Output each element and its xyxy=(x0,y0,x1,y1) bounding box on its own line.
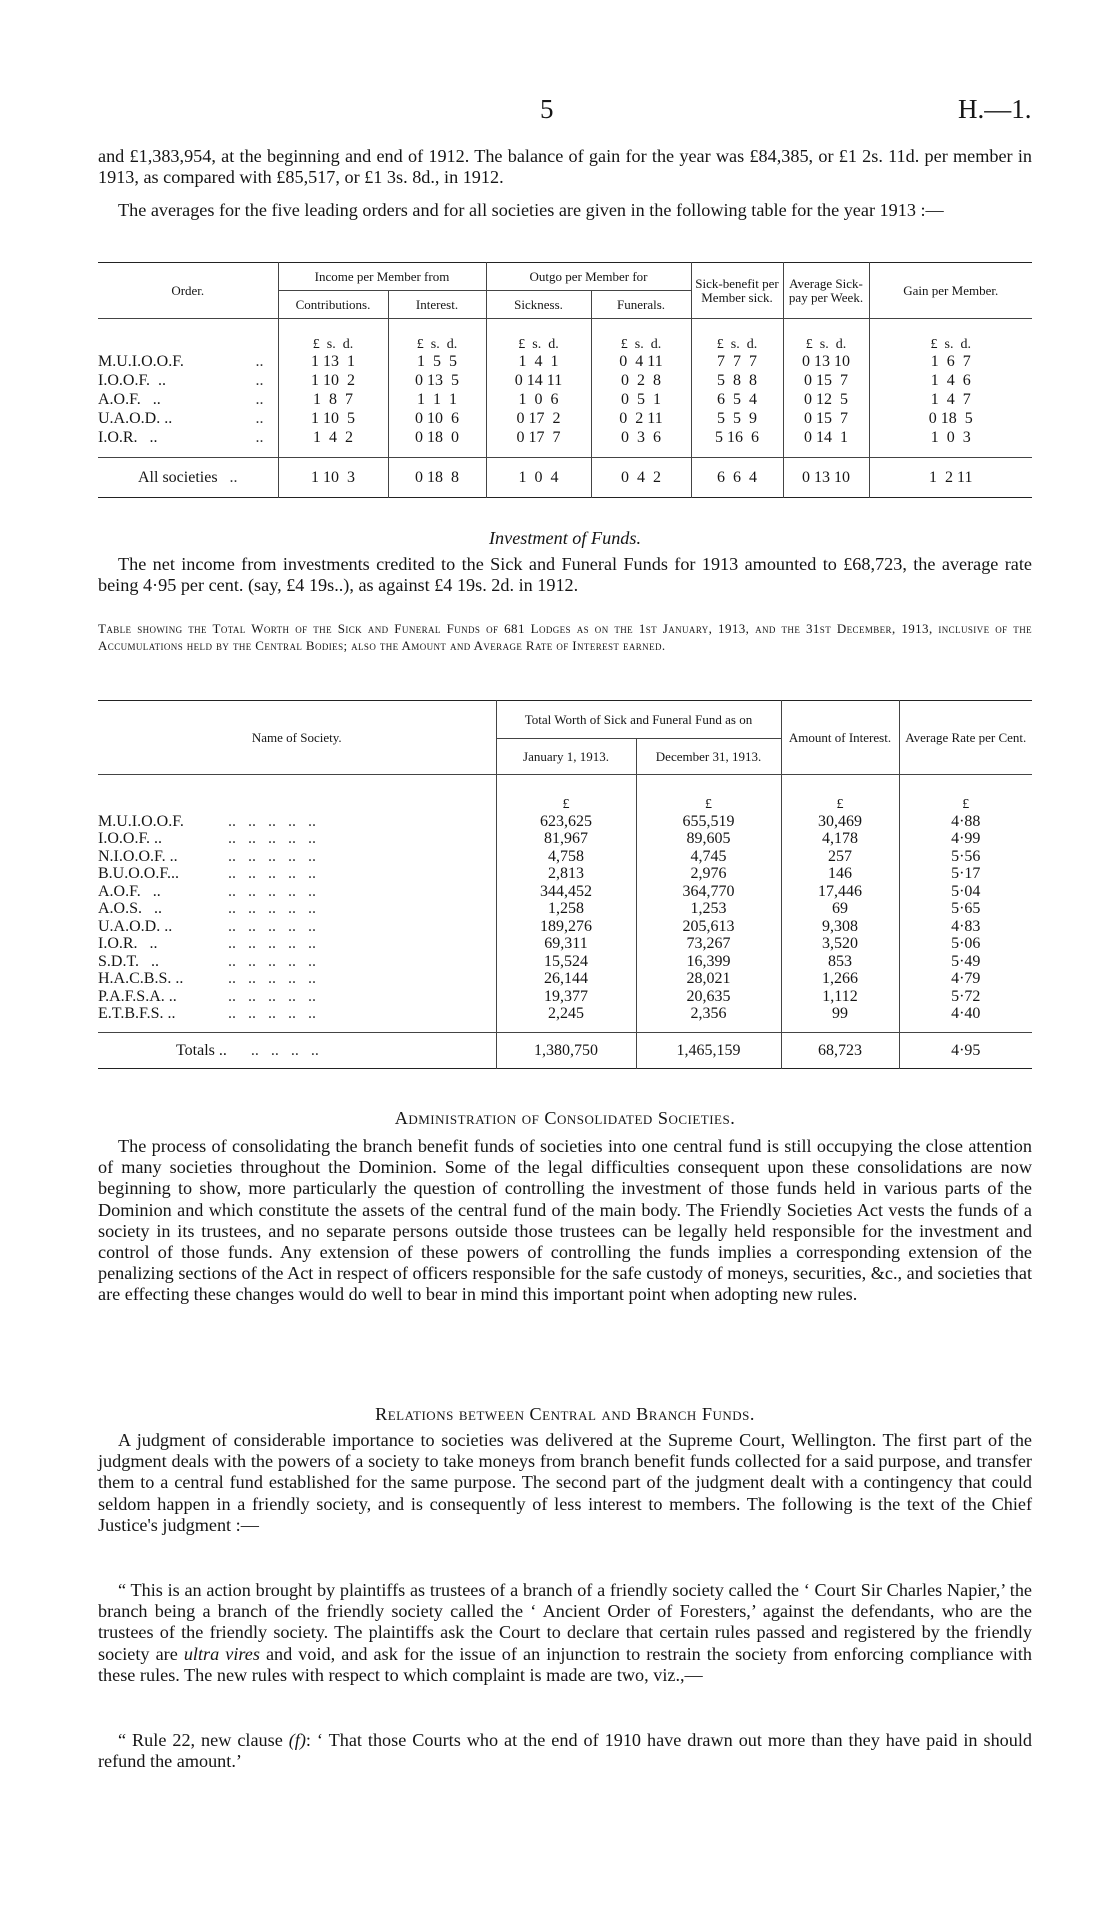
cell-jan: 623,625 xyxy=(496,813,636,831)
cell-interest: 0 10 6 xyxy=(388,410,486,429)
cell-rate: 5·65 xyxy=(899,900,1032,918)
unit-label: £ s. d. xyxy=(783,319,869,353)
table-row xyxy=(98,830,1032,848)
cell-jan: 19,377 xyxy=(496,988,636,1006)
cell-rate: 5·72 xyxy=(899,988,1032,1006)
unit-label: £ s. d. xyxy=(278,319,388,353)
paragraph-rule-22: “ Rule 22, new clause (f): ‘ That those Courts who at the end of 1910 have drawn out more than they have paid in should refund the amount.’ xyxy=(98,1730,1032,1772)
header-outgo-group: Outgo per Member for xyxy=(486,263,691,291)
document-reference: H.—1. xyxy=(958,94,1032,124)
cell-contributions: 1 8 7 xyxy=(278,391,388,410)
cell-dec: 1,253 xyxy=(636,900,781,918)
row-label: M.U.I.O.O.F. .. .. .. .. .. xyxy=(98,812,316,830)
cell-rate: 4·83 xyxy=(899,918,1032,936)
total-interest: 68,723 xyxy=(781,1033,899,1069)
paragraph-balance-gain: and £1,383,954, at the beginning and end of 1912. The balance of gain for the year was £84,385, or £1 2s. 11d. per member in 1913, as compared with £85,517, or £1 3s. 8d., in 1912. xyxy=(98,146,1032,188)
row-label: H.A.C.B.S. .. .. .. .. .. .. xyxy=(98,970,316,987)
row-label: A.O.S. .. .. .. .. .. .. xyxy=(98,900,316,917)
row-label: P.A.F.S.A. .. .. .. .. .. .. xyxy=(98,987,316,1005)
table-row xyxy=(98,918,1032,936)
cell-interest: 0 13 5 xyxy=(388,372,486,391)
table-row xyxy=(98,848,1032,866)
cell-gain: 0 18 5 xyxy=(869,410,1032,429)
header-sickness: Sickness. xyxy=(486,291,591,319)
cell-contributions: 1 10 5 xyxy=(278,410,388,429)
unit-label: £ s. d. xyxy=(691,319,783,353)
cell-rate: 5·04 xyxy=(899,883,1032,901)
cell-dec: 20,635 xyxy=(636,988,781,1006)
row-label: A.O.F. .. .. .. .. .. .. xyxy=(98,882,316,900)
page-number: 5 xyxy=(540,94,554,124)
cell-dec: 655,519 xyxy=(636,813,781,831)
table-row xyxy=(98,429,1032,448)
cell-gain: 1 0 3 xyxy=(869,429,1032,448)
unit-label: £ xyxy=(496,775,636,813)
cell-gain: 1 4 6 xyxy=(869,372,1032,391)
total-contributions: 1 10 3 xyxy=(278,458,388,498)
cell-gain: 1 6 7 xyxy=(869,353,1032,372)
cell-sickness: 0 17 7 xyxy=(486,429,591,448)
header-amount-interest: Amount of Interest. xyxy=(781,701,899,775)
header-interest: Interest. xyxy=(388,291,486,319)
unit-label: £ s. d. xyxy=(869,319,1032,353)
unit-label: £ s. d. xyxy=(388,319,486,353)
cell-interest: 1 5 5 xyxy=(388,353,486,372)
row-label: E.T.B.F.S. .. .. .. .. .. .. xyxy=(98,1005,316,1022)
cell-dec: 205,613 xyxy=(636,918,781,936)
cell-sick-benefit: 5 5 9 xyxy=(691,410,783,429)
cell-dec: 16,399 xyxy=(636,953,781,971)
table-row xyxy=(98,935,1032,953)
cell-contributions: 1 10 2 xyxy=(278,372,388,391)
unit-label: £ xyxy=(636,775,781,813)
paragraph-averages-intro: The averages for the five leading orders and for all societies are given in the following table for the year 1913 :— xyxy=(118,200,944,220)
cell-dec: 73,267 xyxy=(636,935,781,953)
cell-avg-sick-pay: 0 15 7 xyxy=(783,410,869,429)
paragraph-investment: The net income from investments credited to the Sick and Funeral Funds for 1913 amounted to £68,723, the average rate being 4·95 per cent. (say, £4 19s..), as against £4 19s. 2d. in 1912. xyxy=(98,554,1032,596)
cell-funerals: 0 2 8 xyxy=(591,372,691,391)
cell-jan: 344,452 xyxy=(496,883,636,901)
cell-sick-benefit: 5 16 6 xyxy=(691,429,783,448)
cell-dec: 2,356 xyxy=(636,1005,781,1023)
table-row xyxy=(98,970,1032,988)
table-row xyxy=(98,900,1032,918)
cell-rate: 4·99 xyxy=(899,830,1032,848)
averages-table xyxy=(98,262,1032,498)
cell-jan: 15,524 xyxy=(496,953,636,971)
cell-gain: 1 4 7 xyxy=(869,391,1032,410)
cell-jan: 2,245 xyxy=(496,1005,636,1023)
total-rate: 4·95 xyxy=(899,1033,1032,1069)
table-row xyxy=(98,391,1032,410)
header-avg-sick-pay: Average Sick-pay per Week. xyxy=(783,263,869,319)
header-december: December 31, 1913. xyxy=(636,739,781,775)
cell-interest: 1 1 1 xyxy=(388,391,486,410)
cell-funerals: 0 2 11 xyxy=(591,410,691,429)
cell-interest: 3,520 xyxy=(781,935,899,953)
cell-interest: 99 xyxy=(781,1005,899,1023)
cell-interest: 0 18 0 xyxy=(388,429,486,448)
table-row xyxy=(98,1005,1032,1023)
row-label: N.I.O.O.F. .. .. .. .. .. .. xyxy=(98,847,316,865)
header-funerals: Funerals. xyxy=(591,291,691,319)
cell-avg-sick-pay: 0 13 10 xyxy=(783,353,869,372)
cell-jan: 69,311 xyxy=(496,935,636,953)
cell-interest: 853 xyxy=(781,953,899,971)
unit-label: £ s. d. xyxy=(591,319,691,353)
total-sick-benefit: 6 6 4 xyxy=(691,458,783,498)
cell-jan: 81,967 xyxy=(496,830,636,848)
header-income-group: Income per Member from xyxy=(278,263,486,291)
total-avg-sick-pay: 0 13 10 xyxy=(783,458,869,498)
total-row-label: Totals .. .. .. .. .. xyxy=(98,1033,496,1069)
cell-interest: 146 xyxy=(781,865,899,883)
unit-label: £ xyxy=(781,775,899,813)
cell-funerals: 0 3 6 xyxy=(591,429,691,448)
cell-dec: 2,976 xyxy=(636,865,781,883)
cell-avg-sick-pay: 0 12 5 xyxy=(783,391,869,410)
cell-dec: 4,745 xyxy=(636,848,781,866)
row-label: A.O.F. .. .. xyxy=(98,391,264,409)
cell-contributions: 1 4 2 xyxy=(278,429,388,448)
cell-sick-benefit: 6 5 4 xyxy=(691,391,783,410)
cell-rate: 5·17 xyxy=(899,865,1032,883)
cell-jan: 26,144 xyxy=(496,970,636,988)
cell-interest: 30,469 xyxy=(781,813,899,831)
row-label: B.U.O.O.F... .. .. .. .. .. xyxy=(98,865,316,882)
cell-funerals: 0 4 11 xyxy=(591,353,691,372)
cell-sickness: 1 4 1 xyxy=(486,353,591,372)
cell-interest: 4,178 xyxy=(781,830,899,848)
table-row xyxy=(98,953,1032,971)
total-gain: 1 2 11 xyxy=(869,458,1032,498)
cell-jan: 2,813 xyxy=(496,865,636,883)
header-gain: Gain per Member. xyxy=(869,263,1032,319)
total-funerals: 0 4 2 xyxy=(591,458,691,498)
unit-label: £ s. d. xyxy=(486,319,591,353)
total-interest: 0 18 8 xyxy=(388,458,486,498)
relations-heading: Relations between Central and Branch Funds. xyxy=(375,1404,755,1424)
cell-interest: 1,266 xyxy=(781,970,899,988)
cell-dec: 89,605 xyxy=(636,830,781,848)
header-sick-benefit: Sick-benefit per Member sick. xyxy=(691,263,783,319)
row-label: I.O.R. .. .. xyxy=(98,429,264,447)
cell-rate: 5·49 xyxy=(899,953,1032,971)
cell-sickness: 1 0 6 xyxy=(486,391,591,410)
total-sickness: 1 0 4 xyxy=(486,458,591,498)
header-january: January 1, 1913. xyxy=(496,739,636,775)
total-december: 1,465,159 xyxy=(636,1033,781,1069)
cell-sickness: 0 17 2 xyxy=(486,410,591,429)
cell-rate: 4·79 xyxy=(899,970,1032,988)
header-contributions: Contributions. xyxy=(278,291,388,319)
cell-sick-benefit: 7 7 7 xyxy=(691,353,783,372)
cell-dec: 364,770 xyxy=(636,883,781,901)
cell-interest: 9,308 xyxy=(781,918,899,936)
table-row xyxy=(98,353,1032,372)
cell-sick-benefit: 5 8 8 xyxy=(691,372,783,391)
table-row xyxy=(98,813,1032,831)
row-label: U.A.O.D. .. .. .. .. .. .. xyxy=(98,917,316,935)
cell-dec: 28,021 xyxy=(636,970,781,988)
paragraph-judgment-text: “ This is an action brought by plaintiffs as trustees of a branch of a friendly society called the ‘ Court Sir Charles Napier,’ the branch being a branch of the friendly society called the ‘ Ancient Order of Foresters,’ against the defendants, who are the trustees of the friendly society. The plaintiffs ask the Court to declare that certain rules passed and registered by the friendly society are ultra vires and void, and ask for the issue of an injunction to restrain the society from enforcing compliance with these rules. The new rules with respect to which complaint is made are two, viz.,— xyxy=(98,1580,1032,1685)
table-row xyxy=(98,410,1032,429)
cell-interest: 17,446 xyxy=(781,883,899,901)
cell-sickness: 0 14 11 xyxy=(486,372,591,391)
total-january: 1,380,750 xyxy=(496,1033,636,1069)
cell-contributions: 1 13 1 xyxy=(278,353,388,372)
paragraph-administration: The process of consolidating the branch benefit funds of societies into one central fund is still occupying the close attention of many societies throughout the Dominion. Some of the legal difficulties consequent upon these consolidations are now beginning to show, more particularly the question of controlling the investment of those funds held in various parts of the Dominion and which constitute the assets of the central fund of the main body. The Friendly Societies Act vests the funds of a society in its trustees, and no separate persons outside those trustees can be legally held responsible for the investment and control of those funds. Any extension of these powers of controlling the funds implies a corresponding extension of the penalizing sections of the Act in respect of officers responsible for the safe custody of moneys, securities, &c., and societies that are effecting these changes would do well to bear in mind this important point when adopting new rules. xyxy=(98,1136,1032,1305)
cell-interest: 69 xyxy=(781,900,899,918)
row-label: I.O.O.F. .. .. xyxy=(98,372,264,390)
table-row xyxy=(98,883,1032,901)
cell-funerals: 0 5 1 xyxy=(591,391,691,410)
header-order: Order. xyxy=(171,282,205,298)
row-label: I.O.R. .. .. .. .. .. .. xyxy=(98,935,316,952)
cell-rate: 4·40 xyxy=(899,1005,1032,1023)
cell-jan: 1,258 xyxy=(496,900,636,918)
cell-rate: 4·88 xyxy=(899,813,1032,831)
cell-avg-sick-pay: 0 14 1 xyxy=(783,429,869,448)
cell-rate: 5·06 xyxy=(899,935,1032,953)
row-label: U.A.O.D. .. .. xyxy=(98,410,264,428)
administration-heading: Administration of Consolidated Societies. xyxy=(394,1108,736,1128)
paragraph-judgment-intro: A judgment of considerable importance to societies was delivered at the Supreme Court, Wellington. The first part of the judgment deals with the powers of a society to take moneys from branch benefit funds collected for a said purpose, and transfer them to a central fund established for the same purpose. The second part of the judgment dealt with a contingency that could seldom happen in a friendly society, and is consequently of less interest to members. The following is the text of the Chief Justice's judgment :— xyxy=(98,1430,1032,1535)
cell-jan: 189,276 xyxy=(496,918,636,936)
cell-rate: 5·56 xyxy=(899,848,1032,866)
row-label: M.U.I.O.O.F. .. xyxy=(98,353,264,371)
table-row xyxy=(98,865,1032,883)
row-label: S.D.T. .. .. .. .. .. .. xyxy=(98,952,316,970)
header-society: Name of Society. xyxy=(251,729,342,745)
unit-label: £ xyxy=(899,775,1032,813)
investment-heading: Investment of Funds. xyxy=(488,528,642,548)
cell-interest: 257 xyxy=(781,848,899,866)
row-label: I.O.O.F. .. .. .. .. .. .. xyxy=(98,830,316,847)
header-average-rate: Average Rate per Cent. xyxy=(899,701,1032,775)
fund-worth-table xyxy=(98,700,1032,1069)
header-worth-group: Total Worth of Sick and Funeral Fund as on xyxy=(496,701,781,739)
cell-jan: 4,758 xyxy=(496,848,636,866)
table2-caption: Table showing the Total Worth of the Sick and Funeral Funds of 681 Lodges as on the 1st January, 1913, and the 31st December, 1913, inclusive of the Accumulations held by the Central Bodies; also the Amount and Average Rate of Interest earned. xyxy=(98,621,1032,653)
cell-interest: 1,112 xyxy=(781,988,899,1006)
cell-avg-sick-pay: 0 15 7 xyxy=(783,372,869,391)
total-row-label: All societies .. xyxy=(98,458,278,498)
table-row xyxy=(98,988,1032,1006)
table-row xyxy=(98,372,1032,391)
